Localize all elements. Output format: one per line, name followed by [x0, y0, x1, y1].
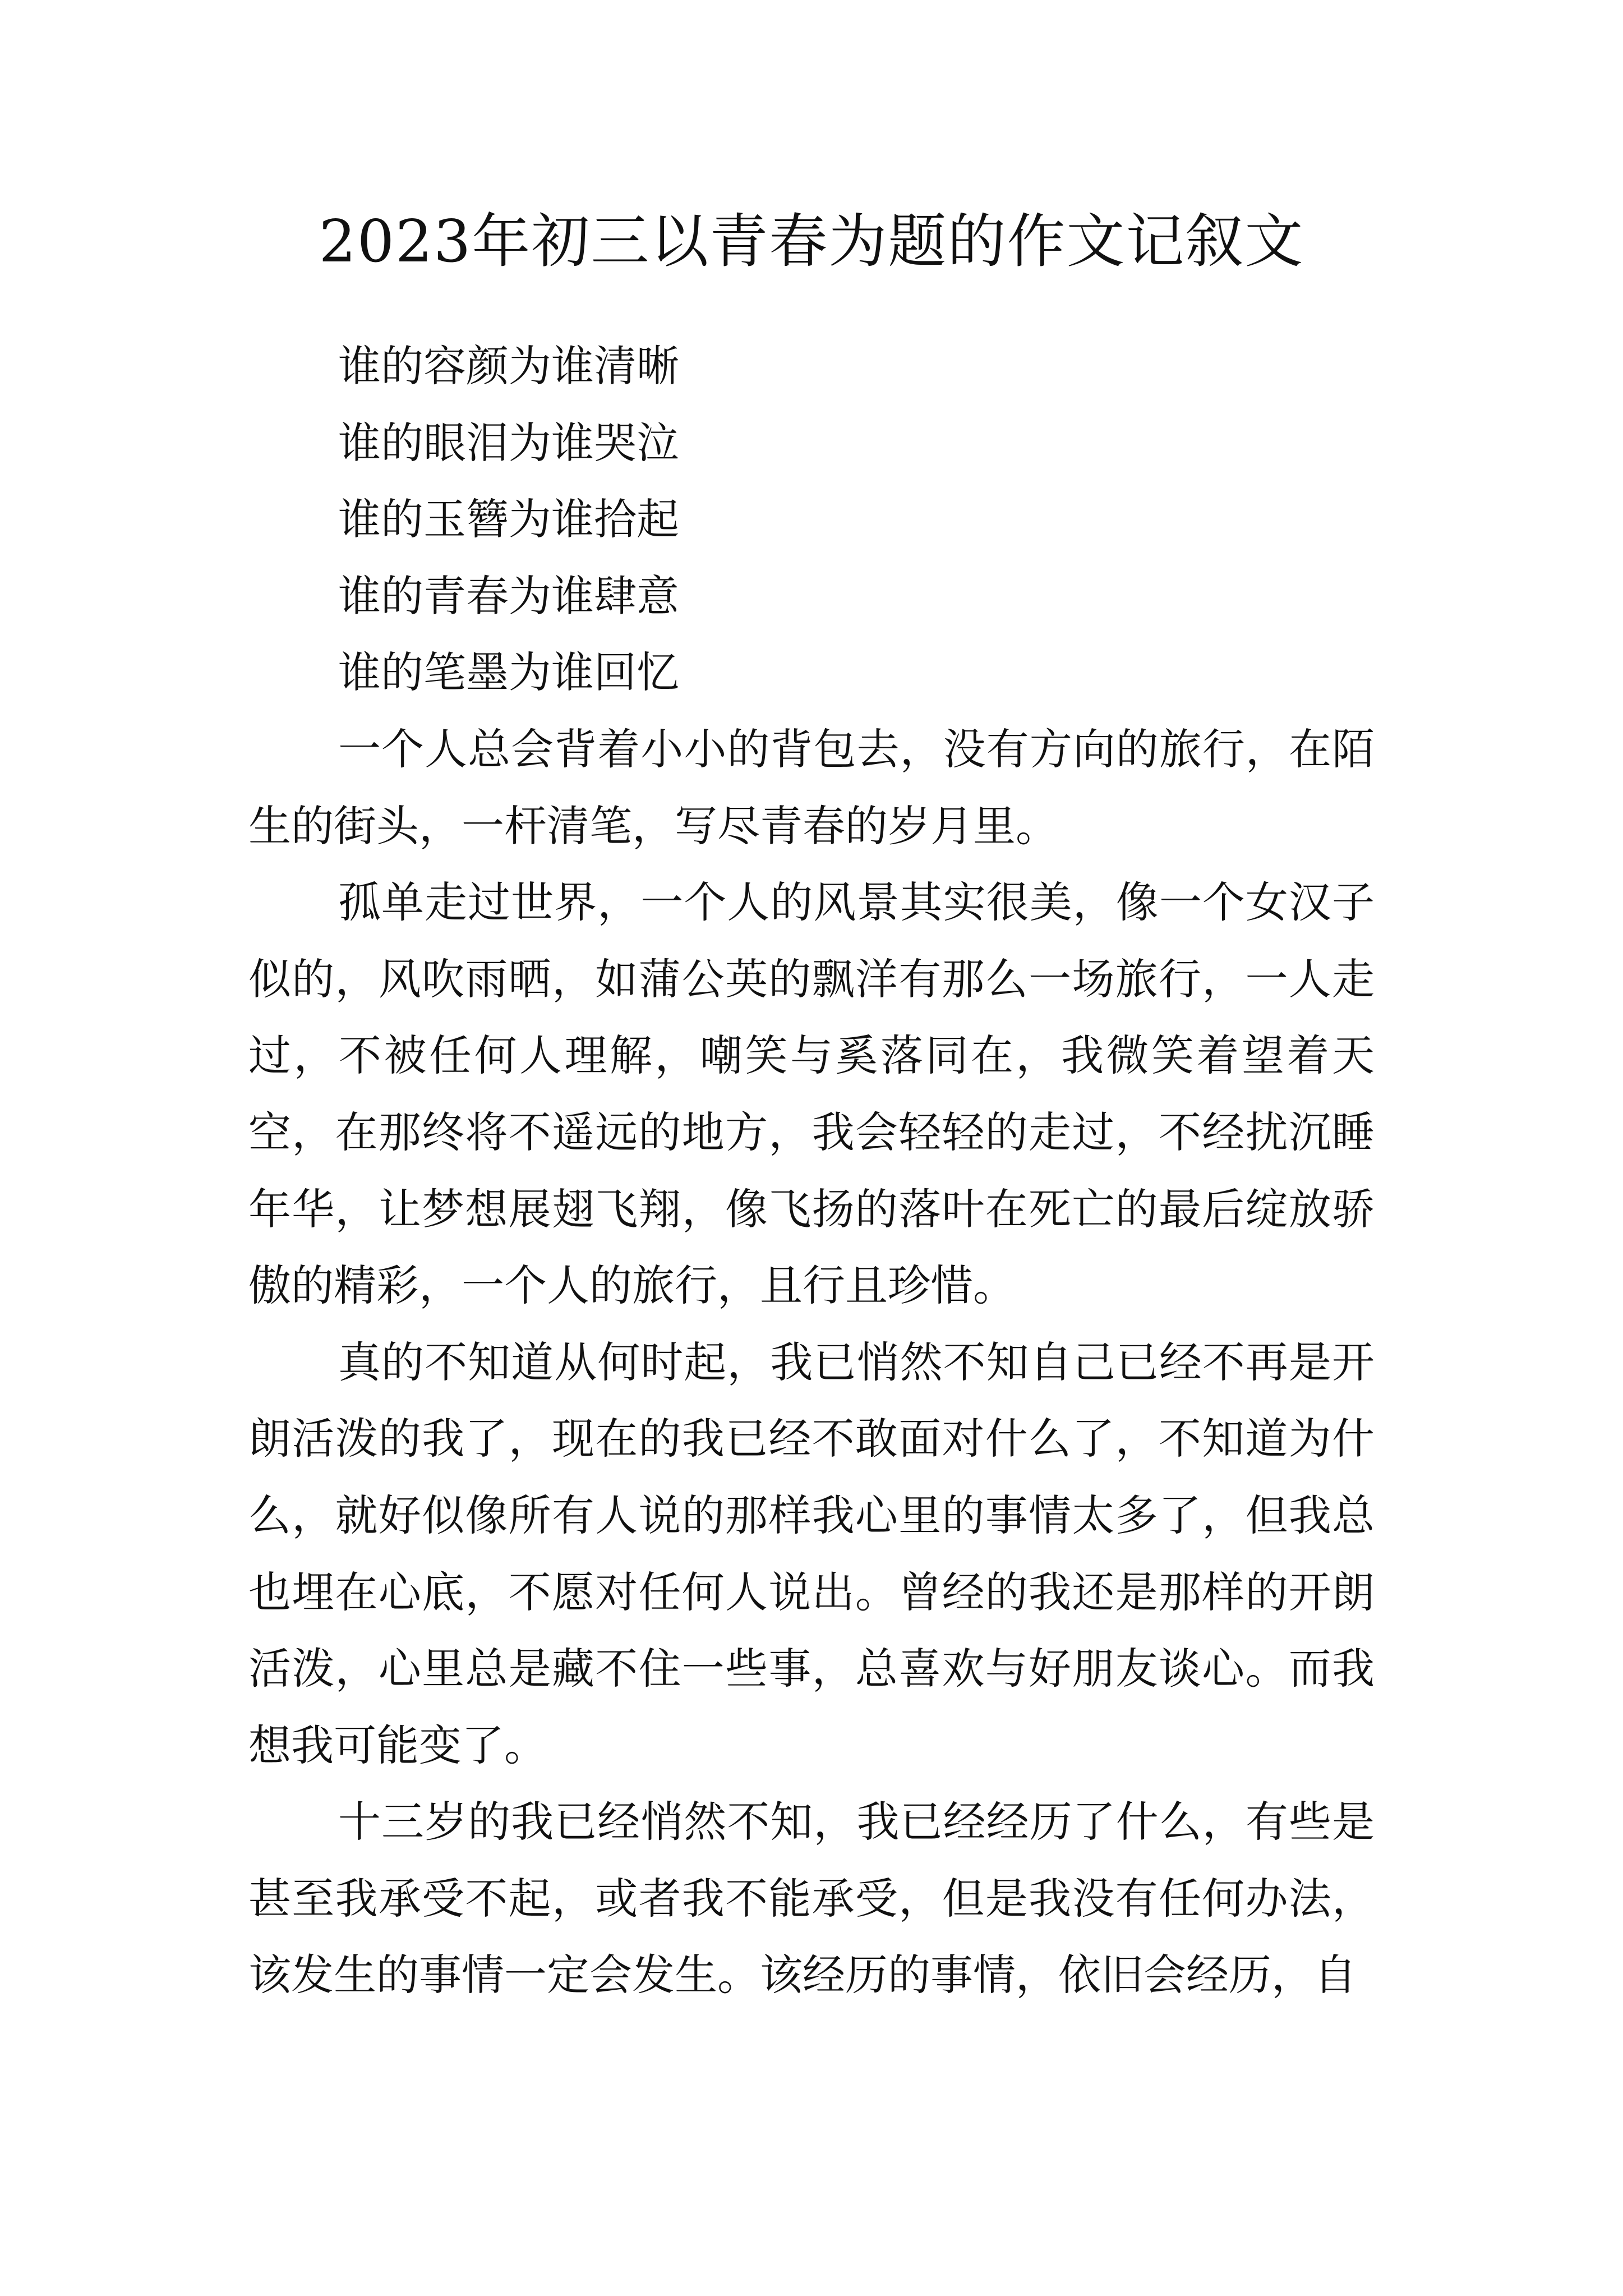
document-body [248, 328, 1375, 2014]
paragraph: 十三岁的我已经悄然不知，我已经经历了什么，有些是甚至我承受不起，或者我不能承受，但是我没有任何办法，该发生的事情一定会发生。该经历的事情，依旧会经历，自 [248, 1797, 1375, 2000]
paragraph: 一个人总会背着小小的背包去，没有方向的旅行，在陌生的街头，一杆清笔，写尽青春的岁月里。 [248, 724, 1375, 851]
poem-line: 谁的眼泪为谁哭泣 [338, 417, 679, 468]
poem-line: 谁的容颜为谁清晰 [338, 341, 679, 391]
poem-line: 谁的笔墨为谁回忆 [338, 647, 679, 698]
paragraph: 真的不知道从何时起，我已悄然不知自己已经不再是开朗活泼的我了，现在的我已经不敢面对什么了，不知道为什么，就好似像所有人说的那样我心里的事情太多了，但我总也埋在心底，不愿对任何人说出。曾经的我还是那样的开朗活泼，心里总是藏不住一些事，总喜欢与好朋友谈心。而我想我可能变了。 [248, 1337, 1375, 1770]
document-title: 2023年初三以青春为题的作文记叙文 [319, 207, 1304, 275]
poem-line: 谁的青春为谁肆意 [338, 570, 679, 621]
paragraph: 孤单走过世界，一个人的风景其实很美，像一个女汉子似的，风吹雨晒，如蒲公英的飘洋有那么一场旅行，一人走过，不被任何人理解，嘲笑与奚落同在，我微笑着望着天空，在那终将不遥远的地方，我会轻轻的走过，不经扰沉睡年华，让梦想展翅飞翔，像飞扬的落叶在死亡的最后绽放骄傲的精彩，一个人的旅行，且行且珍惜。 [248, 877, 1375, 1311]
poem-line: 谁的玉簪为谁拾起 [338, 494, 679, 545]
